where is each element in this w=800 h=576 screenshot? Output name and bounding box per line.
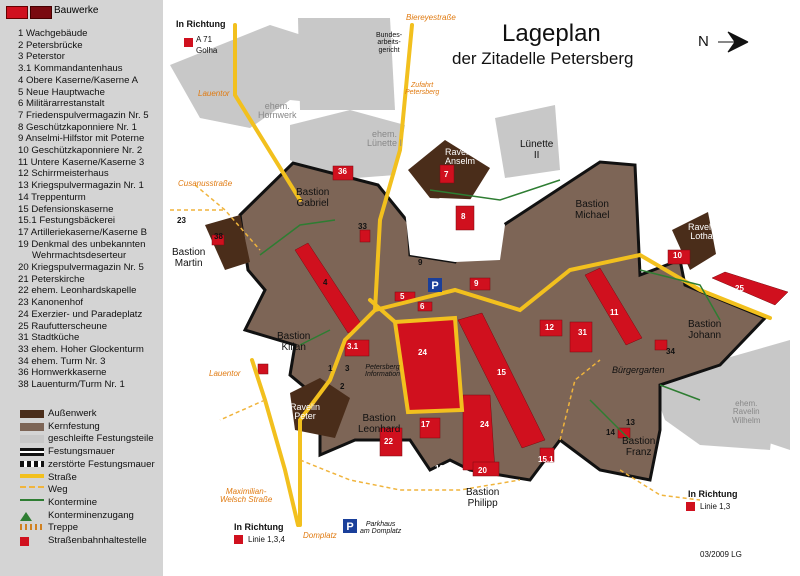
building-number: 23 <box>177 216 186 225</box>
ravelin-peter-label: Ravelin Peter <box>290 402 321 422</box>
legend-key-label: zerstörte Festungsmauer <box>48 458 155 470</box>
legend-item: 8 Geschützkaponniere Nr. 1 <box>18 121 137 133</box>
legend-key-symbol <box>20 423 44 431</box>
bastion-michael-label: Bastion Michael <box>575 199 610 221</box>
ravelin-anselm-label: Ravelin Anselm <box>445 147 476 167</box>
building-number: 17 <box>421 420 430 429</box>
building-number: 7 <box>444 170 449 179</box>
parkhaus-label: Parkhaus am Domplatz <box>360 521 402 536</box>
legend-swatch <box>30 6 52 19</box>
building-number: 34 <box>666 347 675 356</box>
legend-item: 38 Lauenturm/Turm Nr. 1 <box>18 379 125 390</box>
building-number: 14 <box>606 428 615 437</box>
direction-top-road: A 71 <box>196 35 213 44</box>
building-number: 19 <box>435 464 444 473</box>
svg-text:P: P <box>431 280 439 292</box>
legend-panel <box>0 0 163 576</box>
legend-key-label: Treppe <box>48 522 79 534</box>
bastion-gabriel-label: Bastion Gabriel <box>296 187 330 209</box>
building-number: 25 <box>735 284 744 293</box>
direction-bottom-line: Linie 1,3,4 <box>248 535 285 544</box>
legend-item: 13 Kriegspulvermagazin Nr. 1 <box>18 180 144 192</box>
street-lauentor: Lauentor <box>209 369 241 378</box>
ravelin-lothar-label: Ravelin Lothar <box>688 222 719 242</box>
lunette-i-label: ehem. Lünette I <box>367 129 403 149</box>
legend-key-symbol <box>20 499 44 501</box>
building-number: 33 <box>358 222 367 231</box>
building-number: 24 <box>480 420 489 429</box>
building-number: 24 <box>418 348 427 357</box>
legend-key-label: Außenwerk <box>48 408 97 419</box>
legend-item: 20 Kriegspulvermagazin Nr. 5 <box>18 262 144 273</box>
bastion-martin-label: Bastion Martin <box>172 247 206 269</box>
bastion-johann-label: Bastion Johann <box>688 319 722 341</box>
street-bierey: Biereyestraße <box>406 13 456 22</box>
legend-key-label: Straße <box>48 471 77 483</box>
legend-key-label: geschleifte Festungsteile <box>48 433 154 445</box>
bastion-kilian-label: Bastion Kilian <box>277 331 311 353</box>
building-number: 3.1 <box>347 342 359 351</box>
street-lauentor: Lauentor <box>198 89 230 98</box>
street-maximilian-welsch: Maximilian- Welsch Straße <box>220 487 273 505</box>
building-number: 13 <box>626 418 635 427</box>
legend-item: 12 Schirrmeisterhaus <box>18 168 109 180</box>
legend-item: 2 Petersbrücke <box>18 39 83 51</box>
building-number: 20 <box>478 466 487 475</box>
street-zufahrt: Zufahrt Petersberg <box>405 82 440 97</box>
legend-item: 15.1 Festungsbäckerei <box>18 215 116 227</box>
legend-item: 11 Untere Kaserne/Kaserne 3 <box>18 156 145 168</box>
building-number: 15.1 <box>538 455 554 464</box>
legend-key-label: Festungsmauer <box>48 446 115 458</box>
legend-item: 22 ehem. Leonhardskapelle <box>18 285 137 297</box>
legend-item: 15 Defensionskaserne <box>18 203 114 215</box>
legend-item: 14 Treppenturm <box>18 191 86 203</box>
footer-credit: 03/2009 LG <box>700 550 742 559</box>
legend-header: Bauwerke <box>54 5 99 16</box>
legend-key-symbol <box>20 537 29 546</box>
legend-key-label: Konterminenzugang <box>48 509 134 521</box>
building-number: 1 <box>328 364 333 373</box>
bastion-franz-label: Bastion Franz <box>622 436 656 458</box>
building-number: 38 <box>214 232 223 241</box>
legend-item: 36 Hornwerkkaserne <box>18 367 107 379</box>
legend-item: 21 Peterskirche <box>18 273 85 285</box>
legend-key-symbol <box>20 474 44 478</box>
legend-item: 25 Raufutterscheune <box>18 320 108 332</box>
legend-item: 4 Obere Kaserne/Kaserne A <box>18 74 138 86</box>
legend-key-symbol <box>20 448 44 456</box>
legend-item: 10 Geschützkaponniere Nr. 2 <box>18 145 143 156</box>
bastion-philipp-label: Bastion Philipp <box>466 487 500 509</box>
legend-key-symbol <box>20 512 32 521</box>
legend-key-label: Weg <box>48 484 68 496</box>
building-number: 4 <box>323 278 328 287</box>
legend-item: 3 Peterstor <box>18 51 65 63</box>
legend-item: 17 Artilleriekaserne/Kaserne B <box>18 226 148 238</box>
legend-item: 6 Militärarrestanstalt <box>18 98 105 110</box>
building-number: 11 <box>610 308 619 317</box>
legend-item: 24 Exerzier- und Paradeplatz <box>18 308 143 320</box>
legend-key-symbol <box>20 410 44 418</box>
bastion-leonhard-label: Bastion Leonhard <box>358 413 401 435</box>
street-cusanus: Cusanusstraße <box>178 179 233 188</box>
legend-item: 34 ehem. Turm Nr. 3 <box>18 355 106 367</box>
building-number: 8 <box>461 212 466 221</box>
legend-item: 3.1 Kommandantenhaus <box>18 63 123 75</box>
legend-item: Wehrmachtsdeserteur <box>32 250 127 262</box>
legend-item: 23 Kanonenhof <box>18 297 84 309</box>
legend-key-symbol <box>20 435 44 443</box>
street-domplatz: Domplatz <box>303 531 337 540</box>
ravelin-wilhelm-label: ehem. Ravelin Wilhelm <box>732 399 761 425</box>
map-title: Lageplan <box>502 20 601 47</box>
building-number: 3 <box>345 364 350 373</box>
building-number: 6 <box>420 302 425 311</box>
legend-key-label: Straßenbahnhaltestelle <box>48 535 147 546</box>
building-number: 15 <box>497 368 506 377</box>
hornwerk-label: ehem. Hornwerk <box>258 101 297 121</box>
legend-item: 9 Anselmi-Hilfstor mit Poterne <box>18 133 145 145</box>
building-number: 5 <box>400 292 405 301</box>
direction-top-heading: In Richtung <box>176 19 226 29</box>
legend-item: 19 Denkmal des unbekannten <box>18 238 146 250</box>
building-number: 10 <box>673 251 682 260</box>
building-number: 2 <box>340 382 345 391</box>
direction-bottom-heading: In Richtung <box>234 522 284 532</box>
building-number: 36 <box>338 167 347 176</box>
bundesarbeitsgericht-label: Bundes- arbeits- gericht <box>376 32 403 54</box>
building-number: 31 <box>578 328 587 337</box>
direction-right-heading: In Richtung <box>688 489 738 499</box>
legend-key-symbol <box>20 486 44 488</box>
legend-item: 1 Wachgebäude <box>18 28 88 39</box>
direction-right-line: Linie 1,3 <box>700 502 731 511</box>
building-number: 12 <box>545 323 554 332</box>
lunette-ii-label: Lünette II <box>520 139 554 161</box>
legend-key-label: Kontermine <box>48 496 98 508</box>
direction-top-town: Golha <box>196 46 218 55</box>
legend-item: 7 Friedenspulvermagazin Nr. 5 <box>18 109 149 121</box>
legend-key-symbol <box>20 461 44 467</box>
building-number: 9 <box>418 258 423 267</box>
legend-item: 33 ehem. Hoher Glockenturm <box>18 343 144 355</box>
legend-item: 5 Neue Hauptwache <box>18 86 105 98</box>
legend-swatch <box>6 6 28 19</box>
svg-text:P: P <box>346 521 354 533</box>
info-label: Petersberg Information <box>365 364 401 379</box>
legend-item: 31 Stadtküche <box>18 332 80 344</box>
building-number: 22 <box>384 437 393 446</box>
north-arrow-icon <box>718 32 748 52</box>
building-number: 9 <box>474 279 479 288</box>
map-subtitle: der Zitadelle Petersberg <box>452 49 634 68</box>
legend-key-label: Kernfestung <box>48 420 100 432</box>
legend-key-symbol <box>20 524 44 530</box>
buergergarten-label: Bürgergarten <box>612 365 665 375</box>
north-label: N <box>698 33 709 50</box>
